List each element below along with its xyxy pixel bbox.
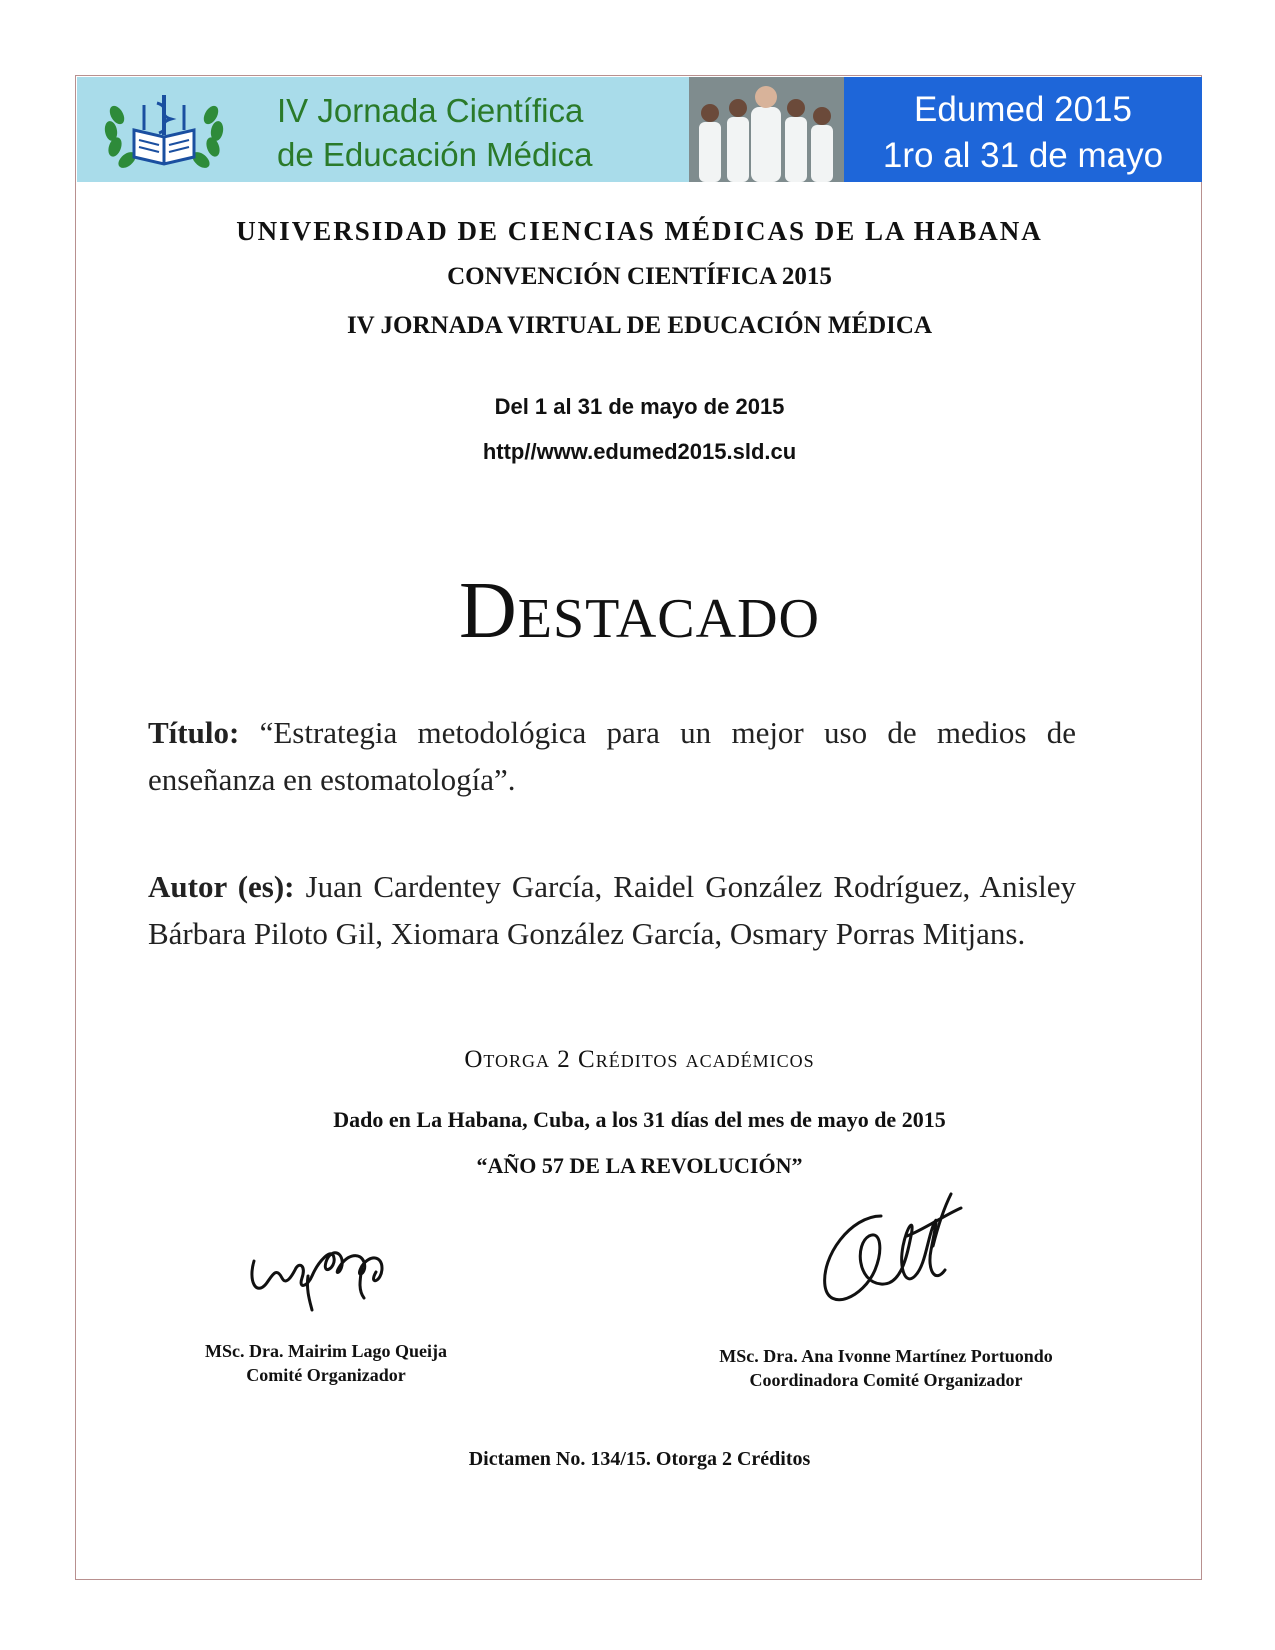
banner-right-panel (844, 77, 1202, 182)
event-dates: Del 1 al 31 de mayo de 2015 (494, 394, 785, 419)
signer-right-role: Coordinadora Comité Organizador (749, 1370, 1023, 1390)
signer-left-role: Comité Organizador (246, 1365, 406, 1385)
given-place-date: Dado en La Habana, Cuba, a los 31 días del mes de mayo de 2015 (333, 1107, 946, 1132)
signer-left (156, 1339, 496, 1387)
jornada-heading: IV JORNADA VIRTUAL DE EDUCACIÓN MÉDICA (346, 312, 933, 339)
work-title-text: “Estrategia metodológica para un mejor uso de medios de enseñanza en estomatología”. (148, 715, 1076, 797)
work-title-label: Título: (148, 715, 240, 750)
signer-left-name: MSc. Dra. Mairim Lago Queija (205, 1341, 447, 1361)
banner-left-line2: de Educación Médica (277, 136, 593, 173)
work-title-paragraph (148, 709, 1076, 803)
credits-line: Otorga 2 Créditos académicos (464, 1046, 815, 1073)
banner-event-title (277, 89, 593, 177)
banner-left-line1: IV Jornada Científica (277, 92, 584, 129)
event-banner (77, 77, 1202, 182)
certificate-frame (75, 75, 1202, 1580)
laurel-book-logo-icon (99, 85, 229, 175)
banner-edition (844, 87, 1202, 179)
banner-right-line2: 1ro al 31 de mayo (882, 136, 1164, 175)
signer-right (666, 1344, 1106, 1392)
award-title: Destacado (459, 567, 820, 655)
signature-right-icon (811, 1186, 966, 1316)
signer-right-name: MSc. Dra. Ana Ivonne Martínez Portuondo (719, 1346, 1053, 1366)
authors-paragraph (148, 863, 1076, 957)
banner-right-line1: Edumed 2015 (914, 90, 1132, 129)
medical-group-photo-icon (689, 77, 844, 182)
dictamen-line: Dictamen No. 134/15. Otorga 2 Créditos (468, 1448, 811, 1470)
year-motto: “AÑO 57 DE LA REVOLUCIÓN” (476, 1153, 803, 1178)
signature-left-icon (236, 1206, 416, 1316)
university-heading: UNIVERSIDAD DE CIENCIAS MÉDICAS DE LA HABANA (236, 216, 1043, 246)
banner-photo (689, 77, 844, 182)
authors-text: Juan Cardentey García, Raidel González Rodríguez, Anisley Bárbara Piloto Gil, Xiomara González García, Osmary Porras Mitjans. (148, 869, 1076, 951)
event-url: http//www.edumed2015.sld.cu (482, 439, 797, 464)
banner-left-panel (77, 77, 689, 182)
authors-label: Autor (es): (148, 869, 295, 904)
convention-heading: CONVENCIÓN CIENTÍFICA 2015 (447, 263, 832, 290)
